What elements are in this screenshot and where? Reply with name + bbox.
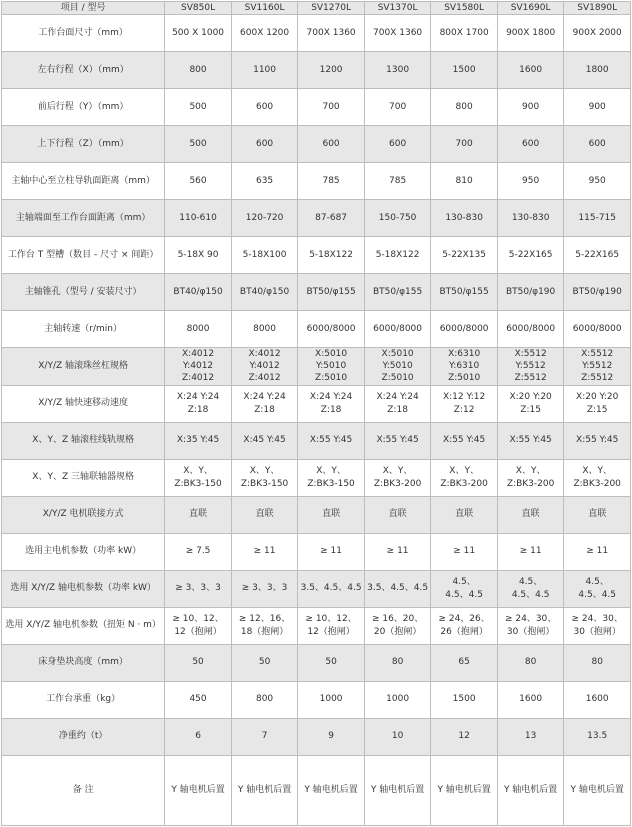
table-cell: BT50/φ155 [431, 274, 498, 311]
table-cell: 50 [165, 644, 232, 681]
table-cell: X:55 Y:45 [364, 422, 431, 459]
table-cell: 700 [431, 126, 498, 163]
table-cell: 6000/8000 [364, 311, 431, 348]
table-cell: 1000 [298, 681, 365, 718]
table-cell: 4.5、 4.5、4.5 [431, 570, 498, 607]
table-cell: 700 [298, 89, 365, 126]
table-row [2, 385, 631, 422]
table-row [2, 348, 631, 385]
row-label: 备 注 [2, 755, 165, 825]
table-cell: 600 [231, 126, 298, 163]
table-cell: ≥ 11 [231, 533, 298, 570]
table-cell: 500 [165, 126, 232, 163]
table-cell: 10 [364, 718, 431, 755]
row-label: X、Y、Z 轴滚柱线轨规格 [2, 422, 165, 459]
table-cell: 7 [231, 718, 298, 755]
row-label: X/Y/Z 轴快速移动速度 [2, 385, 165, 422]
table-cell: 1200 [298, 52, 365, 89]
table-cell: 5-18X122 [364, 237, 431, 274]
table-cell: Y 轴电机后置 [564, 755, 631, 825]
row-label: 工作台面尺寸（mm） [2, 15, 165, 52]
table-row [2, 718, 631, 755]
table-row [2, 755, 631, 825]
table-cell: 800 [231, 681, 298, 718]
table-cell: X:24 Y:24 Z:18 [165, 385, 232, 422]
table-cell: 1300 [364, 52, 431, 89]
table-cell: ≥ 3、3、3 [231, 570, 298, 607]
table-cell: 直联 [497, 496, 564, 533]
table-cell: 直联 [298, 496, 365, 533]
table-cell: 900X 2000 [564, 15, 631, 52]
table-cell: 120-720 [231, 200, 298, 237]
table-row [2, 15, 631, 52]
table-row [2, 681, 631, 718]
model-header: SV1370L [364, 2, 431, 15]
table-row [2, 126, 631, 163]
table-cell: 130-830 [497, 200, 564, 237]
table-cell: 1600 [564, 681, 631, 718]
row-label: X/Y/Z 电机联接方式 [2, 496, 165, 533]
table-cell: ≥ 11 [298, 533, 365, 570]
table-cell: X、Y、 Z:BK3-150 [165, 459, 232, 496]
table-cell: 4.5、 4.5、4.5 [497, 570, 564, 607]
table-cell: 450 [165, 681, 232, 718]
table-cell: 1500 [431, 681, 498, 718]
table-cell: 110-610 [165, 200, 232, 237]
table-cell: X:5512 Y:5512 Z:5512 [497, 348, 564, 385]
table-cell: 500 [165, 89, 232, 126]
table-cell: 6000/8000 [497, 311, 564, 348]
row-label: 选用 X/Y/Z 轴电机参数（扭矩 N · m） [2, 607, 165, 644]
table-cell: X:24 Y:24 Z:18 [364, 385, 431, 422]
table-row [2, 496, 631, 533]
table-cell: BT40/φ150 [165, 274, 232, 311]
table-cell: Y 轴电机后置 [497, 755, 564, 825]
table-cell: X、Y、 Z:BK3-200 [497, 459, 564, 496]
table-cell: ≥ 11 [364, 533, 431, 570]
table-cell: 700 [364, 89, 431, 126]
table-cell: 5-18X 90 [165, 237, 232, 274]
table-cell: 800 [165, 52, 232, 89]
table-cell: 150-750 [364, 200, 431, 237]
table-cell: 5-22X165 [497, 237, 564, 274]
model-header: SV1580L [431, 2, 498, 15]
table-cell: 900X 1800 [497, 15, 564, 52]
table-cell: ≥ 12、16、 18（抱闸） [231, 607, 298, 644]
table-cell: 600 [231, 89, 298, 126]
table-row [2, 644, 631, 681]
table-row [2, 163, 631, 200]
table-cell: 13.5 [564, 718, 631, 755]
row-label: 选用主电机参数（功率 kW） [2, 533, 165, 570]
table-cell: ≥ 7.5 [165, 533, 232, 570]
table-cell: 600 [364, 126, 431, 163]
table-cell: BT40/φ150 [231, 274, 298, 311]
table-cell: 65 [431, 644, 498, 681]
model-header: SV850L [165, 2, 232, 15]
table-cell: X:24 Y:24 Z:18 [298, 385, 365, 422]
header-label: 项目 / 型号 [2, 2, 165, 15]
table-cell: 1000 [364, 681, 431, 718]
table-cell: 5-18X122 [298, 237, 365, 274]
table-cell: X:12 Y:12 Z:12 [431, 385, 498, 422]
table-cell: 810 [431, 163, 498, 200]
table-cell: X:45 Y:45 [231, 422, 298, 459]
table-cell: X:6310 Y:6310 Z:5010 [431, 348, 498, 385]
table-cell: 785 [298, 163, 365, 200]
table-cell: Y 轴电机后置 [165, 755, 232, 825]
table-cell: X、Y、 Z:BK3-150 [231, 459, 298, 496]
table-row [2, 533, 631, 570]
row-label: 净重约（t） [2, 718, 165, 755]
table-cell: 1600 [497, 681, 564, 718]
table-cell: X:20 Y:20 Z:15 [564, 385, 631, 422]
table-row [2, 200, 631, 237]
row-label: 主轴端面至工作台面距离（mm） [2, 200, 165, 237]
table-row [2, 607, 631, 644]
table-cell: 900 [564, 89, 631, 126]
table-cell: ≥ 24、30、 30（抱闸） [497, 607, 564, 644]
table-cell: ≥ 11 [497, 533, 564, 570]
table-cell: BT50/φ155 [298, 274, 365, 311]
table-cell: X:4012 Y:4012 Z:4012 [231, 348, 298, 385]
table-cell: 9 [298, 718, 365, 755]
row-label: 主轴锥孔（型号 / 安装尺寸） [2, 274, 165, 311]
row-label: 工作台 T 型槽（数目 - 尺寸 × 间距） [2, 237, 165, 274]
table-cell: 8000 [231, 311, 298, 348]
table-cell: 80 [564, 644, 631, 681]
table-cell: Y 轴电机后置 [364, 755, 431, 825]
table-cell: X、Y、 Z:BK3-200 [431, 459, 498, 496]
table-cell: 600 [497, 126, 564, 163]
table-cell: X、Y、 Z:BK3-200 [564, 459, 631, 496]
table-cell: 直联 [431, 496, 498, 533]
table-row [2, 237, 631, 274]
table-cell: 8000 [165, 311, 232, 348]
row-label: 上下行程（Z）（mm） [2, 126, 165, 163]
table-cell: 50 [298, 644, 365, 681]
table-cell: 560 [165, 163, 232, 200]
table-cell: 80 [364, 644, 431, 681]
row-label: 主轴转速（r/min） [2, 311, 165, 348]
table-cell: ≥ 11 [431, 533, 498, 570]
table-cell: 1500 [431, 52, 498, 89]
table-row [2, 311, 631, 348]
table-cell: X:5010 Y:5010 Z:5010 [298, 348, 365, 385]
table-cell: X:35 Y:45 [165, 422, 232, 459]
model-header: SV1690L [497, 2, 564, 15]
table-cell: 4.5、 4.5、4.5 [564, 570, 631, 607]
model-header: SV1160L [231, 2, 298, 15]
table-row [2, 274, 631, 311]
table-cell: ≥ 10、12、 12（抱闸） [298, 607, 365, 644]
row-label: 选用 X/Y/Z 轴电机参数（功率 kW） [2, 570, 165, 607]
table-cell: ≥ 24、30、 30（抱闸） [564, 607, 631, 644]
spec-table-body [2, 15, 631, 826]
table-cell: X:5512 Y:5512 Z:5512 [564, 348, 631, 385]
table-cell: 800 [431, 89, 498, 126]
spec-table [1, 1, 631, 826]
table-cell: 50 [231, 644, 298, 681]
table-row [2, 570, 631, 607]
table-cell: 直联 [231, 496, 298, 533]
table-cell: 600 [298, 126, 365, 163]
spec-table-container [1, 1, 631, 826]
table-cell: X:5010 Y:5010 Z:5010 [364, 348, 431, 385]
table-cell: 直联 [364, 496, 431, 533]
table-cell: 635 [231, 163, 298, 200]
table-cell: X:55 Y:45 [298, 422, 365, 459]
table-cell: 6 [165, 718, 232, 755]
table-row [2, 422, 631, 459]
table-cell: 3.5、4.5、4.5 [298, 570, 365, 607]
table-row [2, 89, 631, 126]
table-cell: BT50/φ190 [564, 274, 631, 311]
header-row [2, 2, 631, 15]
table-cell: 直联 [564, 496, 631, 533]
table-cell: 130-830 [431, 200, 498, 237]
table-row [2, 459, 631, 496]
table-cell: 500 X 1000 [165, 15, 232, 52]
table-cell: 13 [497, 718, 564, 755]
table-cell: X:4012 Y:4012 Z:4012 [165, 348, 232, 385]
table-cell: ≥ 16、20、 20（抱闸） [364, 607, 431, 644]
table-cell: 950 [497, 163, 564, 200]
table-cell: Y 轴电机后置 [298, 755, 365, 825]
table-cell: 600X 1200 [231, 15, 298, 52]
table-cell: ≥ 3、3、3 [165, 570, 232, 607]
table-cell: 1800 [564, 52, 631, 89]
row-label: 工作台承重（kg） [2, 681, 165, 718]
table-cell: 700X 1360 [298, 15, 365, 52]
table-cell: ≥ 11 [564, 533, 631, 570]
table-cell: 6000/8000 [298, 311, 365, 348]
table-cell: 900 [497, 89, 564, 126]
table-cell: ≥ 24、26、 26（抱闸） [431, 607, 498, 644]
table-cell: 115-715 [564, 200, 631, 237]
model-header: SV1270L [298, 2, 365, 15]
table-cell: 700X 1360 [364, 15, 431, 52]
table-cell: X:55 Y:45 [431, 422, 498, 459]
table-cell: 950 [564, 163, 631, 200]
table-cell: X:20 Y:20 Z:15 [497, 385, 564, 422]
table-cell: Y 轴电机后置 [231, 755, 298, 825]
row-label: 左右行程（X）（mm） [2, 52, 165, 89]
table-cell: Y 轴电机后置 [431, 755, 498, 825]
table-cell: 87-687 [298, 200, 365, 237]
table-cell: X:55 Y:45 [564, 422, 631, 459]
table-cell: ≥ 10、12、 12（抱闸） [165, 607, 232, 644]
table-cell: 5-22X135 [431, 237, 498, 274]
table-cell: 785 [364, 163, 431, 200]
table-cell: 12 [431, 718, 498, 755]
table-cell: BT50/φ190 [497, 274, 564, 311]
row-label: 床身垫块高度（mm） [2, 644, 165, 681]
row-label: X、Y、Z 三轴联轴器规格 [2, 459, 165, 496]
table-cell: 3.5、4.5、4.5 [364, 570, 431, 607]
model-header: SV1890L [564, 2, 631, 15]
table-cell: 6000/8000 [564, 311, 631, 348]
table-cell: 1600 [497, 52, 564, 89]
table-cell: 80 [497, 644, 564, 681]
table-cell: X:24 Y:24 Z:18 [231, 385, 298, 422]
table-cell: 800X 1700 [431, 15, 498, 52]
table-cell: X、Y、 Z:BK3-200 [364, 459, 431, 496]
table-cell: 直联 [165, 496, 232, 533]
row-label: 前后行程（Y）（mm） [2, 89, 165, 126]
table-cell: 5-18X100 [231, 237, 298, 274]
table-cell: 600 [564, 126, 631, 163]
table-cell: 6000/8000 [431, 311, 498, 348]
table-cell: 1100 [231, 52, 298, 89]
row-label: 主轴中心至立柱导轨面距离（mm） [2, 163, 165, 200]
table-cell: X、Y、 Z:BK3-150 [298, 459, 365, 496]
table-cell: BT50/φ155 [364, 274, 431, 311]
row-label: X/Y/Z 轴滚珠丝杠规格 [2, 348, 165, 385]
table-cell: X:55 Y:45 [497, 422, 564, 459]
table-cell: 5-22X165 [564, 237, 631, 274]
table-row [2, 52, 631, 89]
